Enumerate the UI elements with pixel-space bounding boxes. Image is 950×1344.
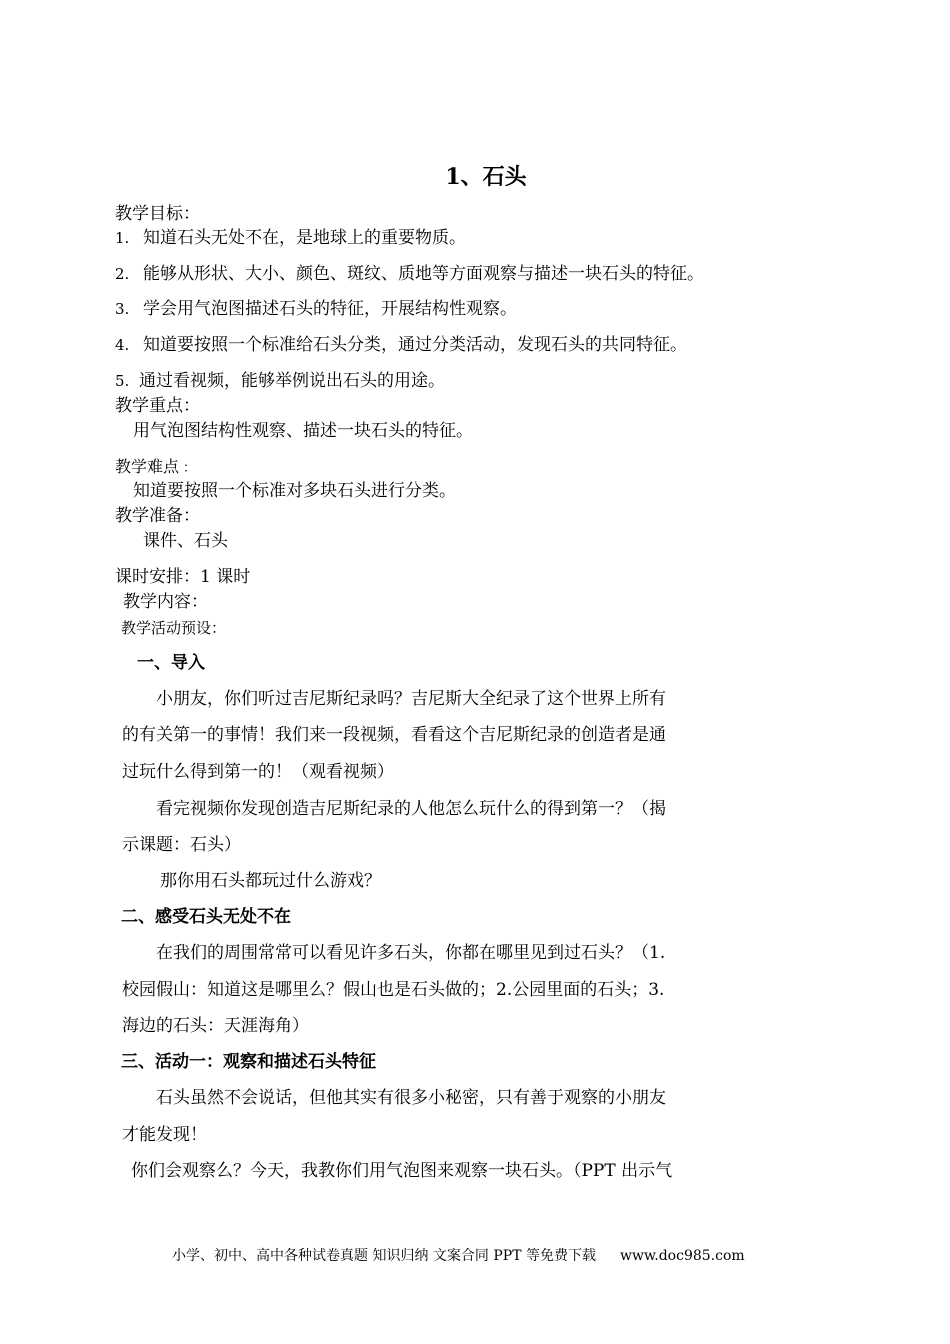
paragraph-line: 校园假山：知道这是哪里么？假山也是石头做的；2.公园里面的石头；3. [122, 980, 665, 1000]
objective-number: 3. [115, 300, 130, 318]
paragraph-line: 示课题：石头） [122, 835, 241, 855]
difficulties-colon: ： [183, 461, 197, 476]
footer-text: 小学、初中、高中各种试卷真题 知识归纳 文案合同 PPT 等免费下载 [172, 1248, 596, 1264]
preparation-text: 课件、石头 [143, 531, 228, 551]
activity-heading: 教学活动预设： [121, 619, 227, 637]
key-points-heading: 教学重点： [115, 396, 200, 416]
section-title: 一、导入 [137, 653, 205, 673]
content-heading: 教学内容： [123, 592, 208, 612]
objective-item [115, 226, 466, 250]
footer-url[interactable]: www.doc985.com [619, 1248, 745, 1264]
objective-item [115, 262, 704, 286]
difficulties-heading-line [115, 455, 196, 481]
objective-item [115, 369, 445, 393]
objective-text: 能够从形状、大小、颜色、斑纹、质地等方面观察与描述一块石头的特征。 [143, 264, 704, 284]
objective-item [115, 297, 517, 321]
paragraph-line: 小朋友，你们听过吉尼斯纪录吗？吉尼斯大全纪录了这个世界上所有 [156, 689, 666, 709]
paragraph-line: 才能发现！ [122, 1125, 207, 1145]
objective-text: 知道石头无处不在，是地球上的重要物质。 [143, 228, 466, 248]
objective-text: 通过看视频，能够举例说出石头的用途。 [139, 371, 445, 391]
objective-number: 5. [115, 372, 130, 390]
paragraph-line: 过玩什么得到第一的！（观看视频） [122, 762, 394, 782]
key-points-text: 用气泡图结构性观察、描述一块石头的特征。 [133, 421, 473, 441]
paragraph-line: 在我们的周围常常可以看见许多石头，你都在哪里见到过石头？（1. [156, 943, 666, 963]
section-title: 三、活动一：观察和描述石头特征 [121, 1052, 376, 1072]
objective-item [115, 333, 687, 357]
objective-number: 4. [115, 336, 130, 354]
difficulties-text: 知道要按照一个标准对多块石头进行分类。 [133, 481, 456, 501]
paragraph-line: 看完视频你发现创造吉尼斯纪录的人他怎么玩什么的得到第一？（揭 [156, 799, 666, 819]
objective-text: 学会用气泡图描述石头的特征，开展结构性观察。 [143, 299, 517, 319]
difficulties-heading: 教学难点 [115, 457, 180, 476]
schedule: 课时安排：1 课时 [115, 567, 251, 587]
objectives-heading: 教学目标： [115, 204, 200, 224]
objective-text: 知道要按照一个标准给石头分类，通过分类活动，发现石头的共同特征。 [143, 335, 687, 355]
paragraph-line: 海边的石头：天涯海角） [122, 1016, 309, 1036]
page-footer [172, 1245, 745, 1265]
paragraph-line: 你们会观察么？今天，我教你们用气泡图来观察一块石头。（PPT 出示气 [131, 1161, 673, 1181]
preparation-heading: 教学准备： [115, 506, 200, 526]
objective-number: 1. [115, 229, 130, 247]
objective-number: 2. [115, 265, 130, 283]
paragraph-line: 的有关第一的事情！我们来一段视频，看看这个吉尼斯纪录的创造者是通 [122, 725, 666, 745]
document-title: 1、石头 [445, 164, 527, 190]
paragraph-line: 那你用石头都玩过什么游戏？ [160, 871, 381, 891]
section-title: 二、感受石头无处不在 [121, 907, 291, 927]
paragraph-line: 石头虽然不会说话，但他其实有很多小秘密，只有善于观察的小朋友 [156, 1088, 666, 1108]
